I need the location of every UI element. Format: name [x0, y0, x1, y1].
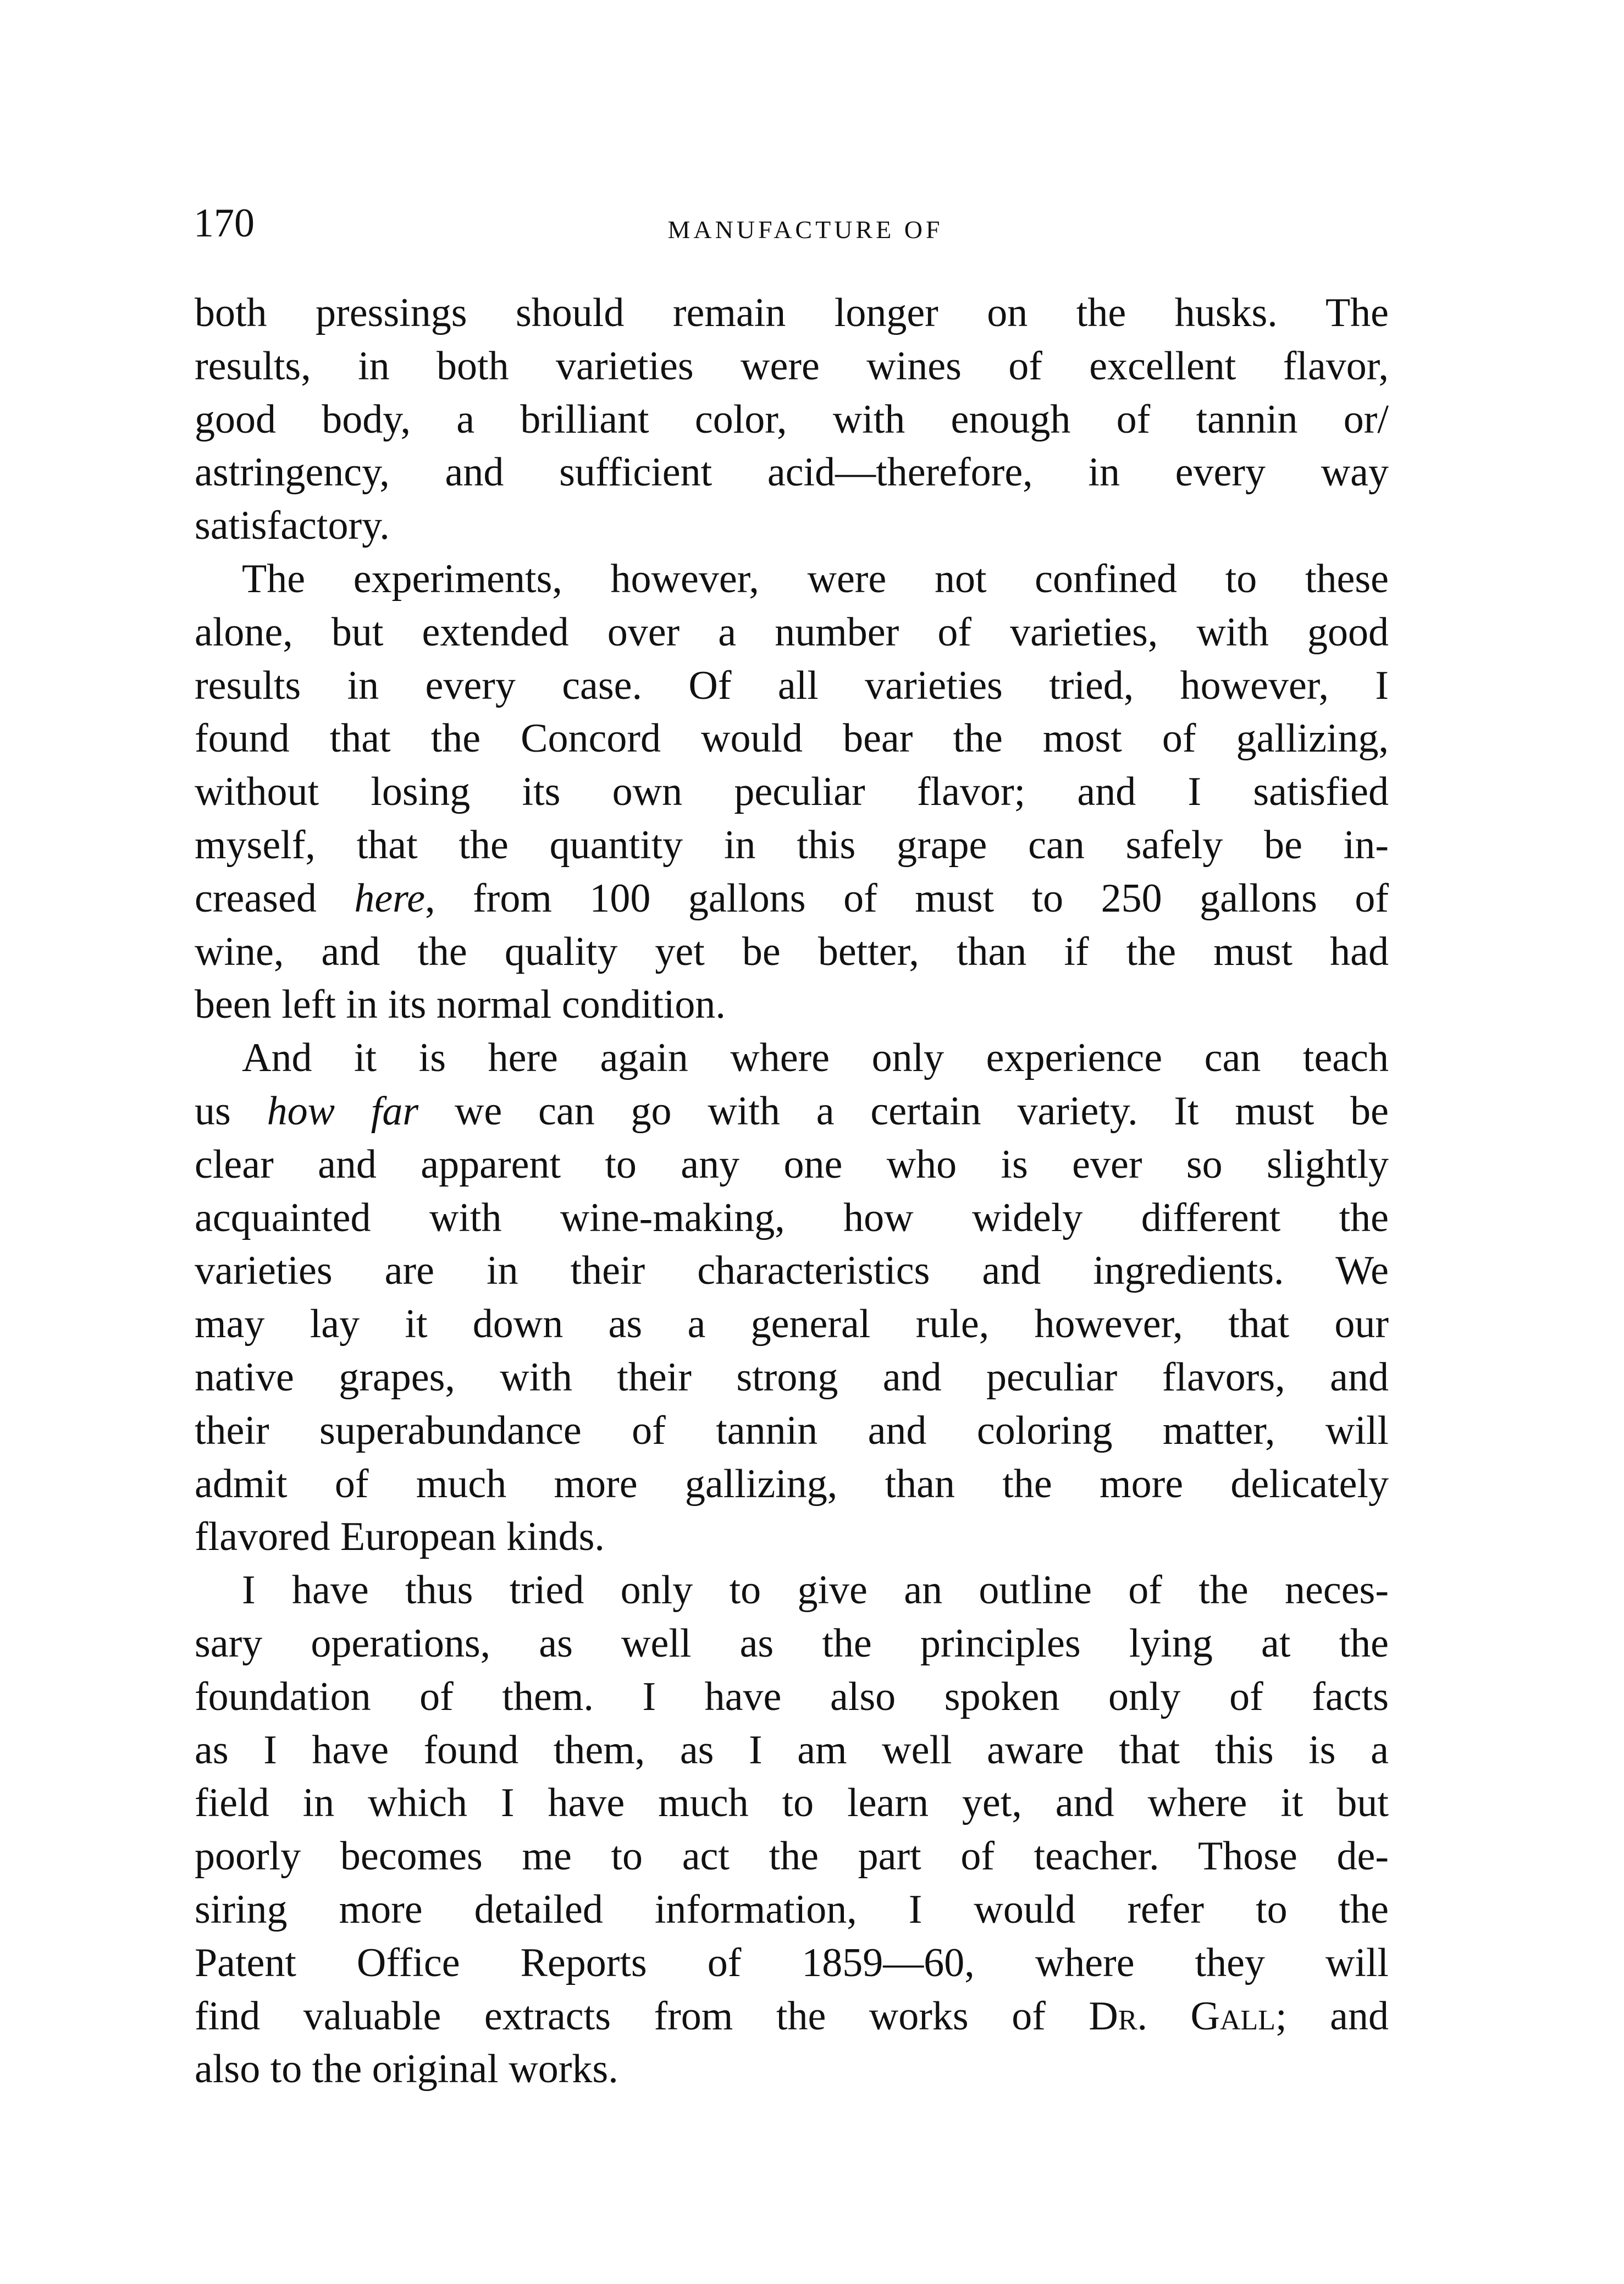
text-segment: admit of much more gallizing, than the more delicately [195, 1461, 1389, 1507]
text-segment: ; and [1275, 1993, 1389, 2039]
text-line [195, 1724, 1389, 1777]
text-line [195, 819, 1389, 872]
text-line [195, 1351, 1389, 1404]
text-line [195, 659, 1389, 713]
text-line [195, 1777, 1389, 1830]
text-line [195, 1085, 1389, 1138]
text-line [195, 340, 1389, 393]
small-caps-text: Dr. Gall [1089, 1993, 1276, 2039]
text-segment: as I have found them, as I am well aware that this is a [195, 1727, 1389, 1773]
text-segment: found that the Concord would bear the most of gallizing, [195, 716, 1389, 762]
text-segment: myself, that the quantity in this grape can safely be in- [195, 822, 1389, 868]
text-line [195, 1404, 1389, 1458]
text-line [195, 1138, 1389, 1191]
text-segment: field in which I have much to learn yet, and where it but [195, 1780, 1389, 1826]
text-segment: flavored European kinds. [195, 1514, 605, 1560]
text-segment: native grapes, with their strong and peculiar flavors, and [195, 1354, 1389, 1400]
text-line [195, 2043, 1389, 2096]
text-segment: clear and apparent to any one who is ever so slightly [195, 1141, 1389, 1187]
text-line [195, 1670, 1389, 1724]
text-line [195, 1830, 1389, 1883]
text-segment: good body, a brilliant color, with enough of tannin or/ [195, 396, 1389, 442]
text-line [195, 765, 1389, 819]
text-segment: us [195, 1088, 267, 1134]
text-segment: find valuable extracts from the works of [195, 1993, 1089, 2039]
page-number: 170 [194, 201, 255, 246]
text-line [195, 1031, 1389, 1085]
text-segment: satisfactory. [195, 503, 390, 549]
italic-text: how far [267, 1088, 419, 1134]
text-segment: acquainted with wine-making, how widely different the [195, 1195, 1389, 1240]
text-line [195, 1937, 1389, 1990]
text-line [195, 1990, 1389, 2043]
text-segment: And it is here again where only experience can teach [242, 1035, 1389, 1081]
text-segment: poorly becomes me to act the part of teacher. Those de- [195, 1834, 1389, 1879]
text-segment: , from 100 gallons of must to 250 gallons of [425, 875, 1389, 921]
text-segment: siring more detailed information, I would refer to the [195, 1886, 1389, 1932]
text-line [195, 872, 1389, 925]
text-line [195, 1510, 1389, 1564]
text-segment: wine, and the quality yet be better, than if the must had [195, 929, 1389, 974]
text-line [195, 499, 1389, 553]
text-segment: creased [195, 875, 355, 921]
text-segment: foundation of them. I have also spoken only of facts [195, 1674, 1389, 1719]
text-line [195, 1244, 1389, 1298]
text-segment: results in every case. Of all varieties tried, however, I [195, 663, 1389, 708]
text-line [195, 606, 1389, 659]
text-line [195, 1617, 1389, 1670]
body-text [195, 286, 1389, 2096]
text-line [195, 978, 1389, 1031]
text-segment: Patent Office Reports of 1859—60, where they will [195, 1940, 1389, 1985]
text-line [195, 1298, 1389, 1351]
text-segment: may lay it down as a general rule, however, that our [195, 1301, 1389, 1347]
text-line [195, 393, 1389, 446]
text-line [195, 1883, 1389, 1937]
running-title: MANUFACTURE OF [667, 216, 943, 244]
text-line [195, 553, 1389, 606]
text-segment: also to the original works. [195, 2046, 618, 2092]
text-segment: results, in both varieties were wines of excellent flavor, [195, 343, 1389, 389]
text-line [195, 286, 1389, 340]
text-segment: The experiments, however, were not confined to these [242, 556, 1389, 602]
text-line [195, 1564, 1389, 1617]
italic-text: here [354, 875, 426, 921]
text-line [195, 1458, 1389, 1511]
text-segment: been left in its normal condition. [195, 982, 726, 1028]
text-segment: alone, but extended over a number of varieties, with good [195, 609, 1389, 655]
text-line [195, 446, 1389, 499]
text-line [195, 1191, 1389, 1245]
text-line [195, 712, 1389, 765]
text-segment: both pressings should remain longer on the husks. The [195, 290, 1389, 335]
text-segment: we can go with a certain variety. It must be [418, 1088, 1389, 1134]
text-segment: astringency, and sufficient acid—therefore, in every way [195, 450, 1389, 495]
text-segment: I have thus tried only to give an outline of the neces- [242, 1568, 1389, 1613]
text-segment: varieties are in their characteristics and ingredients. We [195, 1248, 1389, 1294]
text-line [195, 925, 1389, 979]
text-segment: without losing its own peculiar flavor; and I satisfied [195, 769, 1389, 815]
text-segment: sary operations, as well as the principles lying at the [195, 1620, 1389, 1666]
text-segment: their superabundance of tannin and coloring matter, will [195, 1408, 1389, 1453]
